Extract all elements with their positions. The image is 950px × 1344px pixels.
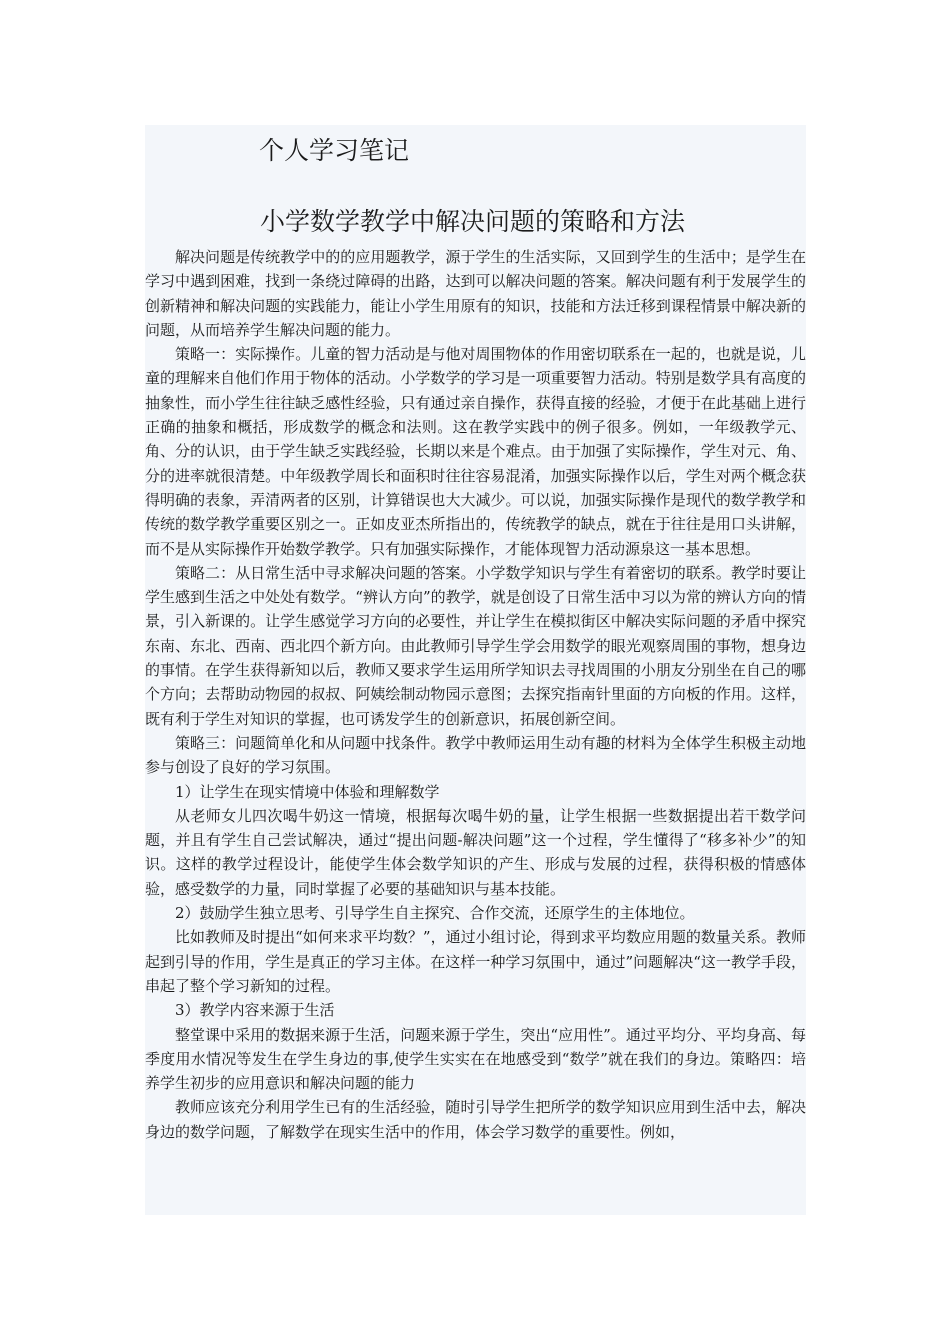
paragraph-item-2-body: 比如教师及时提出“如何来求平均数？”，通过小组讨论，得到求平均数应用题的数量关系。教师起到引导的作用，学生是真正的学习主体。在这样一种学习氛围中，通过”问题解决“这一教学手段，串起了整个学习新知的过程。	[145, 928, 806, 995]
body-text	[145, 245, 806, 1144]
paragraph-item-2-heading: 2）鼓励学生独立思考、引导学生自主探究、合作交流，还原学生的主体地位。	[175, 904, 695, 923]
document-title: 小学数学教学中解决问题的策略和方法	[260, 207, 686, 236]
paragraph-item-3-body: 整堂课中采用的数据来源于生活，问题来源于学生，突出“应用性”。通过平均分、平均身高、每季度用水情况等发生在学生身边的事,使学生实实在在地感受到“数学”就在我们的身边。策略四：培养学生初步的应用意识和解决问题的能力	[145, 1025, 806, 1093]
paragraph-item-3-heading: 3）教学内容来源于生活	[175, 1001, 335, 1020]
note-title: 个人学习笔记	[259, 136, 410, 165]
paragraph-strategy-3: 策略三：问题简单化和从问题中找条件。教学中教师运用生动有趣的材料为全体学生积极主动地参与创设了良好的学习氛围。	[145, 733, 806, 777]
paragraph-strategy-1: 策略一：实际操作。儿童的智力活动是与他对周围物体的作用密切联系在一起的，也就是说，儿童的理解来自他们作用于物体的活动。小学数学的学习是一项重要智力活动。特别是数学具有高度的抽象性，而小学生往往缺乏感性经验，只有通过亲自操作，获得直接的经验，才便于在此基础上进行正确的抽象和概括，形成数学的概念和法则。这在教学实践中的例子很多。例如，一年级教学元、角、分的认识，由于学生缺乏实践经验，长期以来是个难点。由于加强了实际操作，学生对元、角、分的进率就很清楚。中年级教学周长和面积时往往容易混淆，加强实际操作以后，学生对两个概念获得明确的表象，弄清两者的区别，计算错误也大大减少。可以说，加强实际操作是现代的数学教学和传统的数学教学重要区别之一。正如皮亚杰所指出的，传统教学的缺点，就在于往往是用口头讲解，而不是从实际操作开始数学教学。只有加强实际操作，才能体现智力活动源泉这一基本思想。	[145, 345, 806, 558]
paragraph-intro: 解决问题是传统教学中的的应用题教学，源于学生的生活实际，又回到学生的生活中；是学生在学习中遇到困难，找到一条绕过障碍的出路，达到可以解决问题的答案。解决问题有利于发展学生的创新精神和解决问题的实践能力，能让小学生用原有的知识，技能和方法迁移到课程情景中解决新的问题，从而培养学生解决问题的能力。	[145, 248, 806, 339]
paragraph-strategy-4-body: 教师应该充分利用学生已有的生活经验，随时引导学生把所学的数学知识应用到生活中去，解决身边的数学问题，了解数学在现实生活中的作用，体会学习数学的重要性。例如，	[145, 1098, 806, 1141]
paragraph-strategy-2: 策略二：从日常生活中寻求解决问题的答案。小学数学知识与学生有着密切的联系。教学时要让学生感到生活之中处处有数学。“辨认方向”的教学，就是创设了日常生活中习以为常的辨认方向的情景，引入新课的。让学生感觉学习方向的必要性，并让学生在模拟街区中解决实际问题的矛盾中探究东南、东北、西南、西北四个新方向。由此教师引导学生学会用数学的眼光观察周围的事物，想身边的事情。在学生获得新知以后，教师又要求学生运用所学知识去寻找周围的小朋友分别坐在自己的哪个方向；去帮助动物园的叔叔、阿姨绘制动物园示意图；去探究指南针里面的方向板的作用。这样，既有利于学生对知识的掌握，也可诱发学生的创新意识，拓展创新空间。	[145, 563, 806, 728]
paragraph-item-1-heading: 1）让学生在现实情境中体验和理解数学	[175, 782, 440, 801]
paragraph-item-1-body: 从老师女儿四次喝牛奶这一情境，根据每次喝牛奶的量，让学生根据一些数据提出若干数学问题，并且有学生自己尝试解决，通过“提出问题-解决问题”这一个过程，学生懂得了“移多补少”的知识。这样的教学过程设计，能使学生体会数学知识的产生、形成与发展的过程，获得积极的情感体验，感受数学的力量，同时掌握了必要的基础知识与基本技能。	[145, 806, 806, 898]
